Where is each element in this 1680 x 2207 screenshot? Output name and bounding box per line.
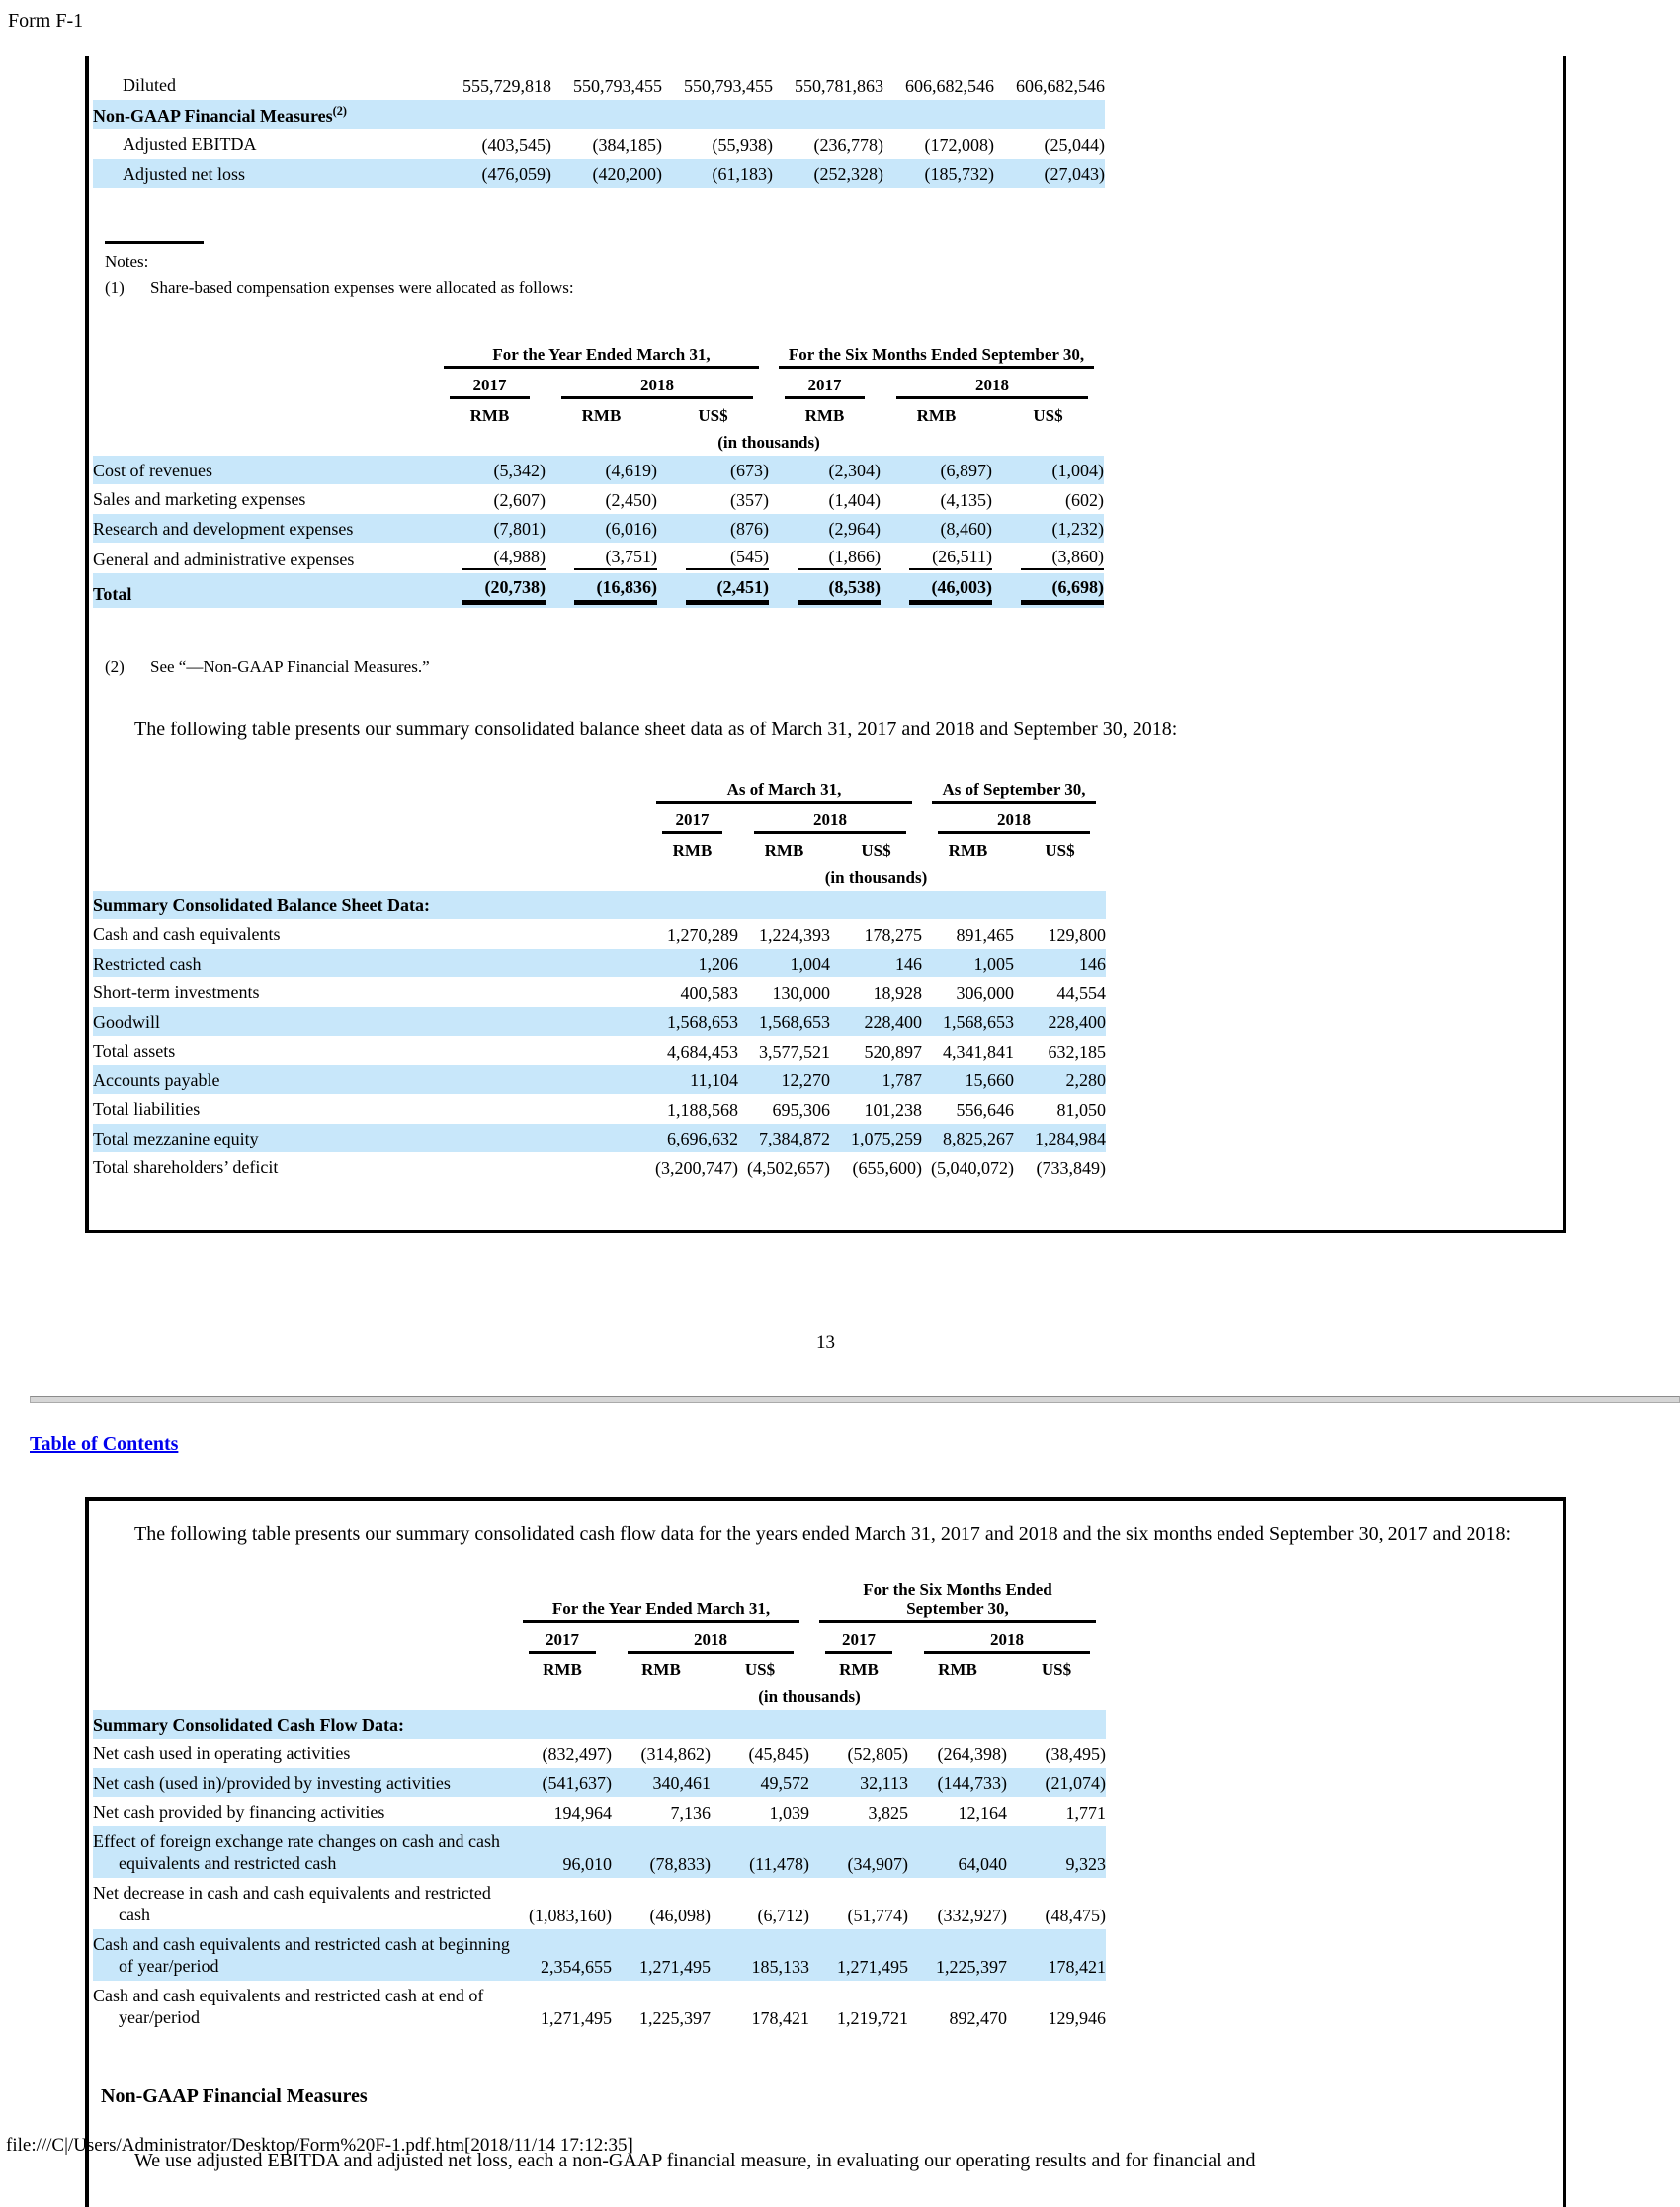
share-based-compensation-table xyxy=(93,341,1104,608)
year-header: 2017 xyxy=(809,1626,908,1656)
row-value: (16,836) xyxy=(546,573,657,608)
row-value xyxy=(994,100,1105,130)
row-value: 1,271,495 xyxy=(809,1929,908,1981)
row-value xyxy=(773,100,883,130)
row-value: 7,136 xyxy=(670,1802,711,1823)
footnote-divider xyxy=(105,241,204,244)
row-value: (7,801) xyxy=(434,514,546,544)
row-label: Cash and cash equivalents and restricted cash at beginning of year/period xyxy=(93,1929,513,1981)
row-value: (20,738) xyxy=(434,573,546,608)
units-label: (in thousands) xyxy=(758,1686,861,1706)
row-value: (2,607) xyxy=(493,489,546,510)
row-label: General and administrative expenses xyxy=(93,549,355,569)
row-value: (1,083,160) xyxy=(529,1905,612,1925)
row-value: (3,200,747) xyxy=(655,1157,738,1178)
row-value: 6,696,632 xyxy=(646,1124,738,1153)
as-of-march-group-header: As of March 31, xyxy=(646,776,922,806)
currency-header: US$ xyxy=(1041,1659,1072,1679)
row-value: (655,600) xyxy=(852,1157,922,1178)
row-value: 550,781,863 xyxy=(795,75,883,96)
document-page xyxy=(0,10,1680,2207)
row-value: 1,224,393 xyxy=(759,924,830,945)
row-label: Summary Consolidated Balance Sheet Data: xyxy=(93,891,646,920)
group-header-row xyxy=(93,341,1104,372)
table-row xyxy=(93,1094,1106,1124)
table-row xyxy=(93,1007,1106,1037)
row-value: (45,845) xyxy=(748,1743,809,1764)
row-value: 12,270 xyxy=(738,1065,830,1095)
row-value: (5,040,072) xyxy=(931,1157,1014,1178)
table-row xyxy=(93,1878,1106,1929)
currency-header-row xyxy=(93,402,1104,429)
balance-sheet-table xyxy=(93,776,1106,1182)
row-value: 228,400 xyxy=(830,1007,922,1037)
footnote-1-marker: (1) xyxy=(105,278,125,297)
table-row xyxy=(93,129,1105,159)
table-row xyxy=(93,1065,1106,1095)
non-gaap-text: We use adjusted EBITDA and adjusted net loss, each a non-GAAP financial measure, in evaluating our operating results and for financial and xyxy=(134,2149,1256,2171)
row-value: 129,800 xyxy=(1048,924,1106,945)
row-value xyxy=(513,1710,612,1740)
row-label: Short-term investments xyxy=(93,982,260,1003)
footnote-1-text: Share-based compensation expenses were allocated as follows: xyxy=(150,278,574,297)
row-label: Total shareholders’ deficit xyxy=(93,1157,279,1178)
row-value xyxy=(711,1710,809,1740)
row-value xyxy=(908,1710,1007,1740)
row-value xyxy=(551,100,662,130)
currency-header-row xyxy=(93,837,1106,864)
currency-header: RMB xyxy=(641,1659,681,1679)
row-value: (46,003) xyxy=(881,573,992,608)
row-value: 606,682,546 xyxy=(905,75,994,96)
row-value: 8,825,267 xyxy=(922,1124,1014,1153)
row-value: 1,568,653 xyxy=(646,1007,738,1037)
row-value xyxy=(612,1710,711,1740)
row-value: 1,039 xyxy=(769,1802,809,1823)
balance-sheet-intro: The following table presents our summary consolidated balance sheet data as of March 31, 2017 and 2018 and September 30, 2018: xyxy=(134,719,1178,741)
table-row xyxy=(93,1710,1106,1740)
row-value: (2,450) xyxy=(605,489,657,510)
currency-header: US$ xyxy=(1045,840,1075,860)
row-value: (876) xyxy=(657,514,769,544)
row-value: (1,232) xyxy=(992,514,1104,544)
units-row xyxy=(93,1683,1106,1710)
row-value: (4,988) xyxy=(434,543,546,573)
year-header-row xyxy=(93,806,1106,837)
row-value: (185,732) xyxy=(883,159,994,189)
row-label: Total mezzanine equity xyxy=(93,1124,646,1153)
row-value: 129,946 xyxy=(1048,2007,1106,2028)
row-value: 632,185 xyxy=(1048,1041,1106,1061)
row-value: (3,860) xyxy=(992,543,1104,573)
cash-flow-table xyxy=(93,1576,1106,2032)
row-value: (48,475) xyxy=(1045,1905,1106,1925)
row-value: (673) xyxy=(657,456,769,485)
form-title: Form F-1 xyxy=(8,10,84,32)
row-value: 1,206 xyxy=(646,949,738,978)
table-row xyxy=(93,1797,1106,1826)
row-value xyxy=(1007,1710,1106,1740)
row-value: (545) xyxy=(657,543,769,573)
section-divider xyxy=(30,1396,1680,1403)
notes-label: Notes: xyxy=(105,252,149,271)
row-value: (5,342) xyxy=(434,456,546,485)
row-value: (4,135) xyxy=(940,489,992,510)
row-value: (733,849) xyxy=(1036,1157,1106,1178)
row-label: Restricted cash xyxy=(93,949,646,978)
table-row xyxy=(93,977,1106,1007)
row-label: Adjusted net loss xyxy=(93,159,441,189)
row-value: 1,284,984 xyxy=(1014,1124,1106,1153)
row-value: 1,270,289 xyxy=(667,924,738,945)
year-header: 2017 xyxy=(513,1626,612,1656)
six-months-group-header: For the Six Months Ended September 30, xyxy=(769,341,1104,372)
row-value: (34,907) xyxy=(809,1826,908,1878)
six-months-group-header: For the Six Months Ended September 30, xyxy=(809,1576,1106,1626)
row-value: 4,341,841 xyxy=(943,1041,1014,1061)
row-value: (6,698) xyxy=(992,573,1104,608)
currency-header: US$ xyxy=(698,405,728,425)
summary-financials-box xyxy=(85,56,1566,1233)
row-value: (2,964) xyxy=(769,514,881,544)
row-value: 1,225,397 xyxy=(908,1929,1007,1981)
row-value: 146 xyxy=(1014,949,1106,978)
row-value xyxy=(1014,891,1106,920)
row-value: (61,183) xyxy=(662,159,773,189)
row-value xyxy=(809,1710,908,1740)
row-value: 3,825 xyxy=(868,1802,908,1823)
row-value: 400,583 xyxy=(680,982,738,1003)
row-value: 130,000 xyxy=(772,982,830,1003)
row-value: (51,774) xyxy=(847,1905,908,1925)
row-value: 1,004 xyxy=(738,949,830,978)
row-value: 306,000 xyxy=(956,982,1014,1003)
currency-header: RMB xyxy=(804,405,845,425)
table-row xyxy=(93,543,1104,573)
row-value: (1,004) xyxy=(992,456,1104,485)
row-label: Total assets xyxy=(93,1041,176,1061)
row-value: 178,421 xyxy=(1007,1929,1106,1981)
row-value: (264,398) xyxy=(937,1743,1007,1764)
currency-header: RMB xyxy=(764,840,804,860)
currency-header: US$ xyxy=(1033,405,1063,425)
row-label: Non-GAAP Financial Measures$^{(2)}$ xyxy=(93,100,441,130)
row-value: 194,964 xyxy=(553,1802,612,1823)
year-header: 2018 xyxy=(738,806,922,837)
row-label: Sales and marketing expenses xyxy=(93,489,306,510)
table-row xyxy=(93,1826,1106,1878)
row-value xyxy=(738,891,830,920)
row-value: 1,568,653 xyxy=(922,1007,1014,1037)
table-row xyxy=(93,1929,1106,1981)
row-value: (332,927) xyxy=(937,1905,1007,1925)
row-value: 1,075,259 xyxy=(830,1124,922,1153)
table-row xyxy=(93,919,1106,949)
row-value: 1,568,653 xyxy=(738,1007,830,1037)
row-value: (832,497) xyxy=(542,1743,612,1764)
row-value: (6,712) xyxy=(757,1905,809,1925)
row-value: 81,050 xyxy=(1056,1099,1106,1120)
row-value xyxy=(646,891,738,920)
row-value: 550,793,455 xyxy=(573,75,662,96)
page-number: 13 xyxy=(816,1331,835,1353)
row-label: Adjusted EBITDA xyxy=(123,134,257,154)
table-row xyxy=(93,1152,1106,1182)
row-value: 228,400 xyxy=(1014,1007,1106,1037)
currency-header: RMB xyxy=(948,840,988,860)
row-value: 9,323 xyxy=(1007,1826,1106,1878)
row-value: (144,733) xyxy=(908,1768,1007,1798)
row-value: 556,646 xyxy=(956,1099,1014,1120)
row-value: 96,010 xyxy=(513,1826,612,1878)
row-value: 340,461 xyxy=(612,1768,711,1798)
row-label: Net decrease in cash and cash equivalents and restricted cash xyxy=(93,1882,491,1925)
row-value: 178,421 xyxy=(751,2007,809,2028)
row-value: 891,465 xyxy=(956,924,1014,945)
currency-header: RMB xyxy=(839,1659,879,1679)
currency-header-row xyxy=(93,1656,1106,1683)
cash-flow-intro: The following table presents our summary consolidated cash flow data for the years ended March 31, 2017 and 2018 and the six months ended September 30, 2017 and 2018: xyxy=(134,1522,1511,1545)
year-header: 2017 xyxy=(646,806,738,837)
row-value xyxy=(883,100,994,130)
table-row xyxy=(93,1768,1106,1798)
row-value: 520,897 xyxy=(864,1041,922,1061)
row-value: (2,304) xyxy=(769,456,881,485)
row-value: (2,451) xyxy=(657,573,769,608)
row-value: (78,833) xyxy=(612,1826,711,1878)
row-value xyxy=(662,100,773,130)
year-header: 2018 xyxy=(881,372,1104,402)
row-value xyxy=(441,100,551,130)
row-label: Diluted xyxy=(123,75,176,95)
year-header: 2018 xyxy=(908,1626,1106,1656)
row-value: 892,470 xyxy=(949,2007,1007,2028)
row-value xyxy=(922,891,1014,920)
row-value: 18,928 xyxy=(873,982,922,1003)
currency-header: RMB xyxy=(581,405,622,425)
row-label: Total liabilities xyxy=(93,1099,201,1120)
row-value: (1,866) xyxy=(769,543,881,573)
table-row xyxy=(93,949,1106,978)
year-header: 2018 xyxy=(922,806,1106,837)
row-label: Cost of revenues xyxy=(93,456,434,485)
row-value: (420,200) xyxy=(551,159,662,189)
table-row xyxy=(93,484,1104,514)
row-value: 2,280 xyxy=(1014,1065,1106,1095)
row-value: 606,682,546 xyxy=(1016,75,1105,96)
row-value: (403,545) xyxy=(481,134,551,155)
table-row xyxy=(93,70,1105,100)
row-value: (11,478) xyxy=(711,1826,809,1878)
cash-flow-box xyxy=(85,1497,1566,2207)
row-value: (6,016) xyxy=(546,514,657,544)
footnote-2 xyxy=(105,657,1548,677)
row-value: 4,684,453 xyxy=(667,1041,738,1061)
row-value: 49,572 xyxy=(711,1768,809,1798)
row-label: Cash and cash equivalents xyxy=(93,924,281,945)
row-value: (27,043) xyxy=(994,159,1105,189)
row-value: 146 xyxy=(830,949,922,978)
diluted-nongaap-table xyxy=(93,70,1105,188)
row-value: 555,729,818 xyxy=(462,75,551,96)
currency-header: RMB xyxy=(672,840,713,860)
row-value: 44,554 xyxy=(1056,982,1106,1003)
row-value: (3,751) xyxy=(546,543,657,573)
table-row xyxy=(93,514,1104,544)
group-header-row xyxy=(93,1576,1106,1626)
group-header-row xyxy=(93,776,1106,806)
row-value: (46,098) xyxy=(649,1905,711,1925)
row-value: 178,275 xyxy=(864,924,922,945)
row-value: (541,637) xyxy=(513,1768,612,1798)
footnote-2-marker: (2) xyxy=(105,657,125,677)
as-of-september-group-header: As of September 30, xyxy=(922,776,1106,806)
row-value: (314,862) xyxy=(640,1743,711,1764)
row-value: (1,404) xyxy=(828,489,881,510)
row-value: 1,225,397 xyxy=(639,2007,711,2028)
empty-header-cell xyxy=(93,341,434,372)
units-label: (in thousands) xyxy=(824,867,928,887)
row-label: Accounts payable xyxy=(93,1065,646,1095)
units-row xyxy=(93,429,1104,456)
row-value: 1,787 xyxy=(830,1065,922,1095)
row-value: 1,271,495 xyxy=(541,2007,612,2028)
row-value: (26,511) xyxy=(881,543,992,573)
row-value: 3,577,521 xyxy=(759,1041,830,1061)
row-value: 695,306 xyxy=(772,1099,830,1120)
footnote-1 xyxy=(105,278,1548,297)
year-header-row xyxy=(93,1626,1106,1656)
year-ended-group-header: For the Year Ended March 31, xyxy=(434,341,769,372)
table-row xyxy=(93,100,1105,130)
currency-header: US$ xyxy=(861,840,891,860)
row-value: 64,040 xyxy=(908,1826,1007,1878)
row-label: Effect of foreign exchange rate changes on cash and cash equivalents and restricted cash xyxy=(93,1826,513,1878)
row-value: 32,113 xyxy=(809,1768,908,1798)
row-value: (38,495) xyxy=(1045,1743,1106,1764)
row-value: 550,793,455 xyxy=(684,75,773,96)
row-value xyxy=(830,891,922,920)
row-value: (252,328) xyxy=(773,159,883,189)
year-ended-group-header: For the Year Ended March 31, xyxy=(513,1576,809,1626)
row-label: Net cash provided by financing activities xyxy=(93,1802,385,1823)
row-value: (476,059) xyxy=(441,159,551,189)
table-row xyxy=(93,573,1104,608)
year-header: 2017 xyxy=(434,372,546,402)
row-value: 1,005 xyxy=(922,949,1014,978)
non-gaap-heading: Non-GAAP Financial Measures xyxy=(101,2084,368,2107)
row-label: Research and development expenses xyxy=(93,514,434,544)
currency-header: RMB xyxy=(938,1659,977,1679)
table-row xyxy=(93,1739,1106,1768)
units-row xyxy=(93,864,1106,891)
row-value: 1,771 xyxy=(1065,1802,1106,1823)
row-value: (172,008) xyxy=(924,134,994,155)
footnote-2-text: See “—Non-GAAP Financial Measures.” xyxy=(150,657,430,677)
table-row xyxy=(93,456,1104,485)
row-value: (384,185) xyxy=(592,134,662,155)
row-value: 11,104 xyxy=(646,1065,738,1095)
table-row xyxy=(93,1981,1106,2032)
row-label: Net cash (used in)/provided by investing activities xyxy=(93,1768,513,1798)
year-header: 2018 xyxy=(612,1626,809,1656)
currency-header: US$ xyxy=(744,1659,776,1679)
row-value: 15,660 xyxy=(922,1065,1014,1095)
year-header-row xyxy=(93,372,1104,402)
row-value: (8,538) xyxy=(769,573,881,608)
units-label: (in thousands) xyxy=(717,432,820,452)
currency-header: RMB xyxy=(469,405,510,425)
row-value: 1,219,721 xyxy=(837,2007,908,2028)
row-value: (4,619) xyxy=(546,456,657,485)
row-value: (25,044) xyxy=(1044,134,1105,155)
row-label: Total xyxy=(93,573,434,608)
row-label: Summary Consolidated Cash Flow Data: xyxy=(93,1710,513,1740)
file-path: file:///C|/Users/Administrator/Desktop/Form%20F-1.pdf.htm[2018/11/14 17:12:35] xyxy=(6,2135,633,2156)
currency-header: RMB xyxy=(543,1659,582,1679)
currency-header: RMB xyxy=(916,405,957,425)
row-value: 101,238 xyxy=(864,1099,922,1120)
row-value: (4,502,657) xyxy=(747,1157,830,1178)
row-label: Cash and cash equivalents and restricted cash at end of year/period xyxy=(93,1985,484,2028)
row-value: 2,354,655 xyxy=(513,1929,612,1981)
row-value: (8,460) xyxy=(881,514,992,544)
row-value: 12,164 xyxy=(958,1802,1007,1823)
row-label: Goodwill xyxy=(93,1007,646,1037)
table-row xyxy=(93,891,1106,920)
row-value: (236,778) xyxy=(813,134,883,155)
row-value: (6,897) xyxy=(881,456,992,485)
row-value: 185,133 xyxy=(711,1929,809,1981)
table-row xyxy=(93,159,1105,189)
row-value: (55,938) xyxy=(712,134,773,155)
row-value: (602) xyxy=(1065,489,1104,510)
table-of-contents-link[interactable]: Table of Contents xyxy=(30,1432,179,1455)
row-label: Net cash used in operating activities xyxy=(93,1743,351,1764)
table-row xyxy=(93,1124,1106,1153)
row-value: (357) xyxy=(730,489,769,510)
table-row xyxy=(93,1036,1106,1065)
row-value: (52,805) xyxy=(847,1743,908,1764)
row-value: (21,074) xyxy=(1007,1768,1106,1798)
row-value: 1,271,495 xyxy=(612,1929,711,1981)
row-value: 1,188,568 xyxy=(667,1099,738,1120)
year-header: 2017 xyxy=(769,372,881,402)
year-header: 2018 xyxy=(546,372,769,402)
row-value: 7,384,872 xyxy=(738,1124,830,1153)
